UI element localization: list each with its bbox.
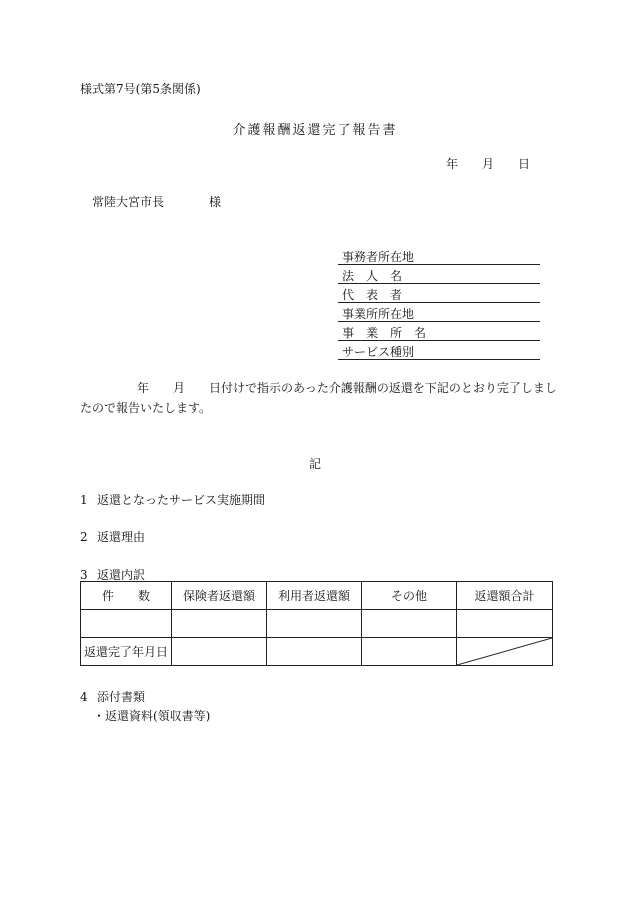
table-header-user-refund: 利用者返還額	[267, 582, 362, 610]
applicant-field-label: 事務者所在地	[342, 250, 415, 264]
item-number: 2	[80, 530, 88, 544]
table-row	[81, 610, 553, 638]
item-attachments	[80, 688, 145, 705]
cell-insurer-refund[interactable]	[172, 610, 267, 638]
body-line-2: たので報告いたします。	[80, 401, 212, 415]
cell-completion-date-2[interactable]	[267, 638, 362, 666]
document-title: 介護報酬返還完了報告書	[232, 123, 398, 138]
date-year: 年	[446, 157, 459, 171]
cell-completion-date-label: 返還完了年月日	[81, 638, 172, 666]
applicant-field-row[interactable]	[338, 284, 540, 303]
item-number: 3	[80, 568, 88, 582]
applicant-field-label: サービス種別	[342, 345, 415, 359]
cell-diagonal-void	[457, 638, 553, 666]
applicant-field-label: 代 表 者	[342, 288, 403, 302]
attachment-note: ・返還資料(領収書等)	[93, 709, 211, 723]
table-header-other: その他	[362, 582, 457, 610]
body-year: 年	[137, 381, 150, 395]
item-number: 4	[80, 690, 88, 704]
applicant-fields	[338, 246, 540, 360]
cell-completion-date-3[interactable]	[362, 638, 457, 666]
refund-breakdown-table	[80, 581, 553, 666]
addressee	[92, 193, 222, 210]
table-header-total: 返還額合計	[457, 582, 553, 610]
body-month: 月	[173, 381, 186, 395]
cell-completion-date-1[interactable]	[172, 638, 267, 666]
ki-heading: 記	[308, 457, 321, 471]
date-line	[446, 155, 530, 172]
applicant-field-label: 事 業 所 名	[342, 326, 427, 340]
applicant-field-label: 事業所所在地	[342, 307, 415, 321]
applicant-field-row[interactable]	[338, 341, 540, 360]
table-header-insurer-refund: 保険者返還額	[172, 582, 267, 610]
table-header-count: 件 数	[81, 582, 172, 610]
diagonal-line	[457, 638, 552, 665]
item-number: 1	[80, 493, 88, 507]
table-row	[81, 638, 553, 666]
item-refund-reason	[80, 528, 145, 545]
item-service-period	[80, 491, 265, 508]
date-day: 日	[517, 157, 530, 171]
applicant-field-label: 法 人 名	[342, 269, 403, 283]
body-paragraph	[80, 378, 555, 418]
applicant-field-row[interactable]	[338, 303, 540, 322]
addressee-name: 常陸大宮市長	[92, 195, 165, 209]
addressee-honorific: 様	[209, 195, 222, 209]
item-label: 返還内訳	[97, 568, 146, 582]
cell-user-refund[interactable]	[267, 610, 362, 638]
applicant-field-row[interactable]	[338, 322, 540, 341]
item-label: 添付書類	[97, 690, 146, 704]
applicant-field-row[interactable]	[338, 246, 540, 265]
table-header-row	[81, 582, 553, 610]
body-line-1	[80, 378, 555, 398]
cell-count[interactable]	[81, 610, 172, 638]
body-line-1-rest: 日付けで指示のあった介護報酬の返還を下記のとおり完了しまし	[209, 381, 557, 395]
item-label: 返還となったサービス実施期間	[97, 493, 266, 507]
cell-other[interactable]	[362, 610, 457, 638]
item-label: 返還理由	[97, 530, 146, 544]
date-month: 月	[481, 157, 494, 171]
form-number: 様式第7号(第5条関係)	[80, 82, 201, 96]
cell-total[interactable]	[457, 610, 553, 638]
applicant-field-row[interactable]	[338, 265, 540, 284]
